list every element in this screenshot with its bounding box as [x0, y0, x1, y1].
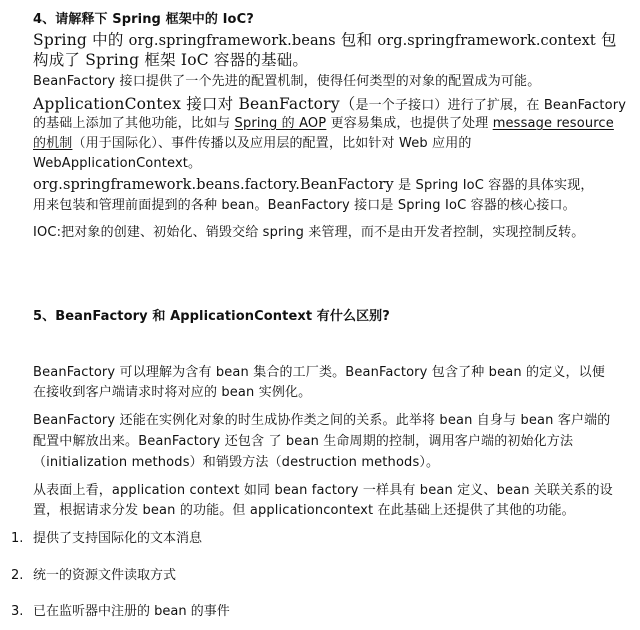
message-resource-link[interactable]: message resource — [492, 116, 614, 131]
s5-p1-line2: 在接收到客户端请求时将对应的 bean 实例化。 — [33, 385, 312, 400]
list-item — [11, 527, 202, 546]
s4-p3-line2-text-a: 的基础上添加了其他功能，比如与 — [33, 116, 235, 131]
s5-p3-line1: 从表面上看，application context 如同 bean factory 一样具有 bean 定义、bean 关联关系的设 — [33, 483, 613, 498]
list-item-number: 2. — [11, 568, 24, 583]
s4-p4-text-b: 是 Spring IoC 容器的具体实现， — [393, 178, 594, 193]
s4-p1-text-a: Spring 中的 — [33, 31, 129, 49]
list-item — [11, 600, 230, 619]
spring-aop-link[interactable]: Spring 的 AOP — [234, 116, 327, 131]
list-item-text: 统一的资源文件读取方式 — [33, 568, 177, 583]
list-item-text: 提供了支持国际化的文本消息 — [33, 531, 203, 546]
s4-p3-line3-text-b: （用于国际化）、事件传播以及应用层的配置，比如针对 Web 应用的 — [72, 136, 472, 151]
s5-p1-line1: BeanFactory 可以理解为含有 bean 集合的工厂类。BeanFactory 包含了种 bean 的定义，以便 — [33, 365, 605, 380]
section-4-heading: 4、请解释下 Spring 框架中的 IoC? — [33, 12, 254, 27]
s4-p1-package-beans: org.springframework.beans — [128, 33, 336, 49]
s4-p1-line2: 构成了 Spring 框架 IoC 容器的基础。 — [33, 51, 309, 69]
s4-p3-line1 — [33, 92, 626, 114]
s4-p2: BeanFactory 接口提供了一个先进的配置机制，使得任何类型的对象的配置成为可能。 — [33, 74, 541, 89]
s4-p3-line3 — [33, 132, 472, 151]
s4-p1-text-c: 包和 — [335, 31, 378, 49]
mechanism-link[interactable]: 的机制 — [33, 136, 73, 151]
s4-p1-line1 — [33, 28, 617, 50]
list-item — [11, 564, 176, 583]
s4-p1-text-e: 包 — [595, 31, 617, 49]
s4-p3-line2-text-b: 更容易集成，也提供了处理 — [326, 116, 493, 131]
s4-p4-class-name: org.springframework.beans.factory.BeanFactory — [33, 177, 394, 193]
section-5-heading: 5、BeanFactory 和 ApplicationContext 有什么区别? — [33, 309, 390, 324]
s4-p3-line2 — [33, 112, 614, 131]
list-item-number: 1. — [11, 531, 24, 546]
s4-p4-line1 — [33, 174, 594, 193]
s4-p5: IOC:把对象的创建、初始化、销毁交给 spring 来管理，而不是由开发者控制，实现控制反转。 — [33, 225, 585, 240]
s5-p2-line3: （initialization methods）和销毁方法（destruction methods）。 — [33, 455, 440, 470]
s4-p1-package-context: org.springframework.context — [377, 33, 596, 49]
list-item-number: 3. — [11, 604, 24, 619]
s4-p3-line4: WebApplicationContext。 — [33, 156, 202, 171]
s4-p3-text-b: 是一个子接口）进行了扩展，在 BeanFactory — [355, 98, 627, 113]
s4-p4-line2: 用来包装和管理前面提到的各种 bean。BeanFactory 接口是 Spring IoC 容器的核心接口。 — [33, 198, 576, 213]
s5-p3-line2: 置，根据请求分发 bean 的功能。但 applicationcontext 在此基础上还提供了其他的功能。 — [33, 503, 575, 518]
s5-p2-line2: 配置中解放出来。BeanFactory 还包含 了 bean 生命周期的控制，调用客户端的初始化方法 — [33, 434, 574, 449]
list-item-text: 已在监听器中注册的 bean 的事件 — [33, 604, 230, 619]
s4-p3-text-a: ApplicationContex 接口对 BeanFactory（ — [33, 95, 356, 113]
s5-p2-line1: BeanFactory 还能在实例化对象的时生成协作类之间的关系。此举将 bean 自身与 bean 客户端的 — [33, 413, 611, 428]
